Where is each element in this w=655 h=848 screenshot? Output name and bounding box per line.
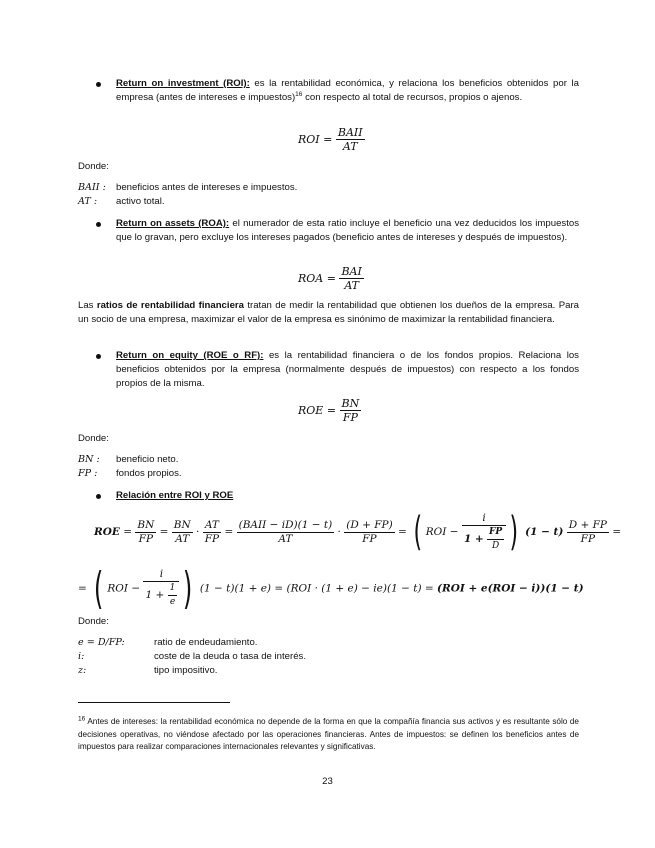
bullet-icon bbox=[96, 354, 101, 359]
frac-num: 1 bbox=[169, 583, 176, 593]
definition-desc: coste de la deuda o tasa de interés. bbox=[154, 651, 307, 662]
frac-num: i bbox=[159, 568, 164, 580]
roi-label: Return on investment (ROI): bbox=[116, 78, 250, 89]
definition-desc: fondos propios. bbox=[116, 468, 182, 479]
financial-paragraph bbox=[78, 299, 579, 327]
financial-bold: ratios de rentabilidad financiera bbox=[96, 300, 244, 311]
roi-formula-den: AT bbox=[342, 140, 358, 153]
definition-row bbox=[78, 636, 257, 650]
frac-den: D bbox=[492, 540, 500, 551]
page-number: 23 bbox=[322, 776, 333, 787]
definition-row bbox=[78, 664, 217, 678]
financial-post: tratan de medir la rentabilidad que obtienen los dueños de la empresa. Para un socio de una empresa, maximizar el valor de la empresa es sinónimo de maximizar la rentabilidad financiera. bbox=[78, 300, 579, 326]
bullet-icon bbox=[96, 82, 101, 87]
eq-sign: = bbox=[612, 526, 622, 538]
definition-symbol: i: bbox=[78, 651, 85, 662]
frac-num: AT bbox=[204, 518, 219, 531]
frac-num: (D + FP) bbox=[346, 518, 393, 531]
one-minus-t: (1 − t) bbox=[525, 526, 564, 538]
frac-den: FP bbox=[362, 532, 377, 545]
definition-symbol: BAII : bbox=[78, 182, 106, 193]
eq-sign: = bbox=[224, 526, 234, 538]
definition-desc: activo total. bbox=[116, 196, 165, 207]
roi-formula-num: BAII bbox=[337, 126, 363, 139]
frac-den: FP bbox=[138, 532, 154, 545]
frac-den: FP bbox=[580, 532, 596, 545]
definition-row bbox=[78, 453, 178, 467]
roe-label: Return on equity (ROE o RF): bbox=[116, 350, 264, 361]
roa-paragraph bbox=[116, 217, 579, 245]
frac-den: AT bbox=[278, 532, 293, 545]
footnote-text: Antes de intereses: la rentabilidad económica no depende de la forma en que la compañía financia sus activos y es resultante sólo de decisiones operativas, no viéndose afectado por las operaciones financieras. Antes de impuestos: se definen los beneficios antes de impuestos para realizar comparaciones internacionales relevantes y significativas. bbox=[78, 717, 579, 751]
frac-num: BN bbox=[173, 518, 191, 531]
eq-sign: = bbox=[159, 526, 169, 538]
definition-row bbox=[78, 467, 182, 481]
roa-text: el numerador de esta ratio incluye el beneficio una vez deducidos los impuestos que lo gravan, pero excluye los intereses pagados (beneficio antes de intereses y después de impuestos). bbox=[116, 218, 579, 244]
donde-label-3: Donde: bbox=[78, 616, 109, 627]
eq-sign: = bbox=[78, 582, 87, 595]
roe-paragraph bbox=[116, 349, 579, 392]
roa-formula-num: BAI bbox=[341, 265, 362, 278]
donde-label-1: Donde: bbox=[78, 161, 109, 172]
footnote-ref: 16 bbox=[295, 91, 303, 99]
roa-formula-den: AT bbox=[344, 279, 359, 292]
roi-minus: ROI − bbox=[107, 582, 141, 595]
relation-label: Relación entre ROI y ROE bbox=[116, 490, 234, 501]
roa-label: Return on assets (ROA): bbox=[116, 218, 230, 229]
roi-text-b: con respecto al total de recursos, propios o ajenos. bbox=[302, 92, 523, 104]
definition-row bbox=[78, 181, 297, 195]
roe-formula-num: BN bbox=[341, 397, 360, 410]
relation-lhs: ROE bbox=[94, 526, 120, 538]
roe-formula bbox=[298, 397, 361, 424]
frac-num: FP bbox=[489, 526, 503, 537]
definition-symbol: BN : bbox=[78, 454, 100, 465]
eq-sign: = bbox=[398, 526, 407, 538]
eq-sign: = bbox=[123, 526, 133, 538]
footnote-separator bbox=[78, 702, 230, 703]
big-paren-close: ) bbox=[183, 563, 193, 614]
frac-den: e bbox=[169, 597, 176, 607]
donde-label-2: Donde: bbox=[78, 433, 109, 444]
big-paren-open: ( bbox=[94, 563, 104, 614]
footnote-number: 16 bbox=[78, 715, 86, 723]
roi-formula-lhs: ROI = bbox=[298, 133, 333, 146]
frac-num: i bbox=[482, 511, 486, 524]
relation-equation-2 bbox=[78, 563, 584, 614]
roi-paragraph bbox=[116, 77, 579, 105]
roi-text-a: es la rentabilidad económica, y relaciona los beneficios obtenidos por la empresa (antes de intereses e impuestos) bbox=[116, 78, 579, 104]
relation-tail-2: (ROI + e(ROI − i))(1 − t) bbox=[437, 582, 584, 595]
definition-symbol: e = D/FP: bbox=[78, 637, 125, 648]
definition-desc: beneficio neto. bbox=[116, 454, 179, 465]
frac-num: D + FP bbox=[568, 518, 607, 531]
relation-equation-1 bbox=[94, 509, 621, 555]
roa-formula bbox=[298, 265, 364, 292]
relation-heading bbox=[116, 489, 233, 503]
definition-symbol: FP : bbox=[78, 468, 98, 479]
frac-num: BN bbox=[137, 518, 155, 531]
definition-symbol: AT : bbox=[78, 196, 98, 207]
roe-formula-den: FP bbox=[342, 411, 358, 424]
roa-formula-lhs: ROA = bbox=[298, 272, 336, 285]
one-plus: 1 + bbox=[145, 589, 165, 601]
roi-formula bbox=[298, 126, 365, 153]
roi-minus: ROI − bbox=[425, 526, 459, 538]
frac-den: FP bbox=[204, 532, 220, 545]
big-paren-open: ( bbox=[413, 509, 423, 555]
bullet-icon bbox=[96, 494, 101, 499]
roe-text: es la rentabilidad financiera o de los fondos propios. Relaciona los beneficios obtenidos por la empresa (normalmente después de impuestos) con respecto a los fondos propios de la misma. bbox=[116, 350, 579, 390]
definition-symbol: z: bbox=[78, 665, 87, 676]
definition-desc: ratio de endeudamiento. bbox=[154, 637, 258, 648]
relation-tail-1: (1 − t)(1 + e) = (ROI · (1 + e) − ie)(1 − t) = bbox=[199, 582, 434, 595]
dot-op: · bbox=[196, 526, 200, 538]
one-plus: 1 + bbox=[463, 532, 484, 545]
roe-formula-lhs: ROE = bbox=[298, 404, 337, 417]
footnote bbox=[78, 716, 579, 754]
dot-op: · bbox=[337, 526, 341, 538]
definition-row bbox=[78, 650, 306, 664]
definition-desc: tipo impositivo. bbox=[154, 665, 218, 676]
frac-num: (BAII − iD)(1 − t) bbox=[238, 518, 333, 531]
frac-den: AT bbox=[175, 532, 190, 545]
definition-desc: beneficios antes de intereses e impuestos. bbox=[116, 182, 298, 193]
big-paren-close: ) bbox=[509, 509, 519, 555]
definition-row bbox=[78, 195, 165, 209]
bullet-icon bbox=[96, 222, 101, 227]
financial-pre: Las bbox=[78, 300, 97, 311]
